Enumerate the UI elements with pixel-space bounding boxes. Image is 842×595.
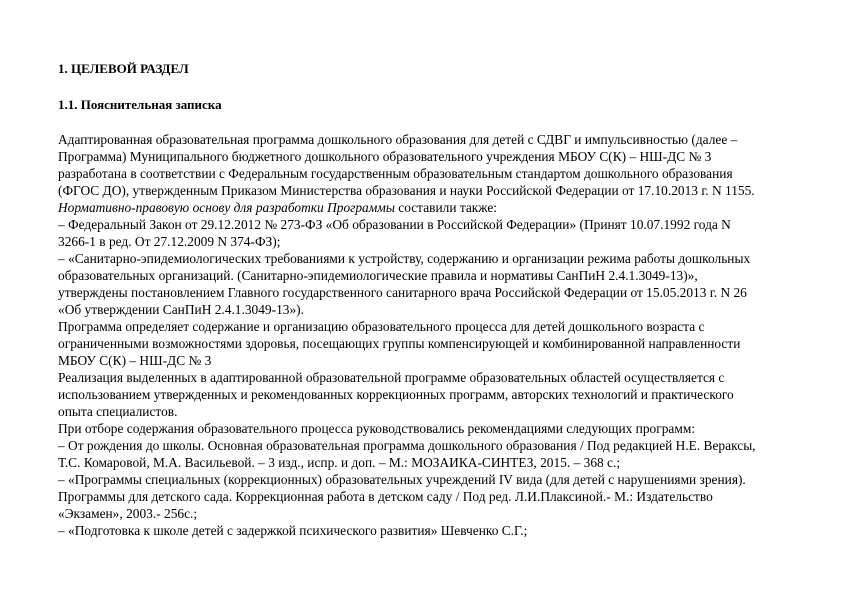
document-body [58, 131, 818, 539]
text-line: Т.С. Комаровой, М.А. Васильевой. – 3 изд., испр. и доп. – М.: МОЗАИКА-СИНТЕЗ, 2015. – 368 с.; [58, 455, 621, 470]
text-line: При отборе содержания образовательного процесса руководствовались рекомендациями следующих программ: [58, 421, 696, 436]
text-line: образовательных организаций. (Санитарно-эпидемиологические правила и нормативы СанПиН 2.4.1.3049-13)», [58, 268, 698, 283]
text-line: Адаптированная образовательная программа дошкольного образования для детей с СДВГ и импульсивностью (далее – [58, 132, 738, 147]
text-line: – «Санитарно-эпидемиологических требованиями к устройству, содержанию и организации режима работы дошкольных [58, 251, 751, 266]
section-heading: 1. ЦЕЛЕВОЙ РАЗДЕЛ [58, 61, 189, 76]
text-line: – «Подготовка к школе детей с задержкой психического развития» Шевченко С.Г.; [58, 523, 528, 538]
italic-phrase: Нормативно-правовую основу для разработки Программы [58, 200, 395, 215]
text-line: «Экзамен», 2003.- 256с.; [58, 506, 198, 521]
subsection-heading: 1.1. Пояснительная записка [58, 97, 222, 112]
italic-line-rest: составили также: [394, 200, 498, 215]
text-line: Программы для детского сада. Коррекционная работа в детском саду / Под ред. Л.И.Плаксиной.- М.: Издательство [58, 489, 713, 504]
text-line: – От рождения до школы. Основная образовательная программа дошкольного образования / Под редакцией Н.Е. Вераксы, [58, 438, 756, 453]
text-line: Реализация выделенных в адаптированной образовательной программе образовательных областей осуществляется с [58, 370, 725, 385]
italic-intro-line [58, 199, 818, 216]
text-line: разработана в соответствии с Федеральным государственным образовательным стандартом дошкольного образования [58, 166, 733, 181]
text-line: использованием утвержденных и рекомендованных коррекционных программ, авторских технологий и практического [58, 387, 734, 402]
text-line: Программа определяет содержание и организацию образовательного процесса для детей дошкольного возраста с [58, 319, 705, 334]
text-line: утверждены постановлением Главного государственного санитарного врача Российской Федерации от 15.05.2013 г. N 26 [58, 285, 747, 300]
text-line: (ФГОС ДО), утвержденным Приказом Министерства образования и науки Российской Федерации от 17.10.2013 г. N 1155. [58, 183, 755, 198]
text-line: – «Программы специальных (коррекционных) образовательных учреждений IV вида (для детей с нарушениями зрения). [58, 472, 746, 487]
text-line: «Об утверждении СанПиН 2.4.1.3049-13»). [58, 302, 304, 317]
text-line: Программа) Муниципального бюджетного дошкольного образовательного учреждения МБОУ С(К) – НШ-ДС № 3 [58, 149, 712, 164]
text-line: ограниченными возможностями здоровья, посещающих группы компенсирующей и комбинированной направленности [58, 336, 741, 351]
text-line: – Федеральный Закон от 29.12.2012 № 273-ФЗ «Об образовании в Российской Федерации» (Принят 10.07.1992 года N [58, 217, 731, 232]
text-line: опыта специалистов. [58, 404, 178, 419]
text-line: 3266-1 в ред. От 27.12.2009 N 374-ФЗ); [58, 234, 281, 249]
text-line: МБОУ С(К) – НШ-ДС № 3 [58, 353, 212, 368]
